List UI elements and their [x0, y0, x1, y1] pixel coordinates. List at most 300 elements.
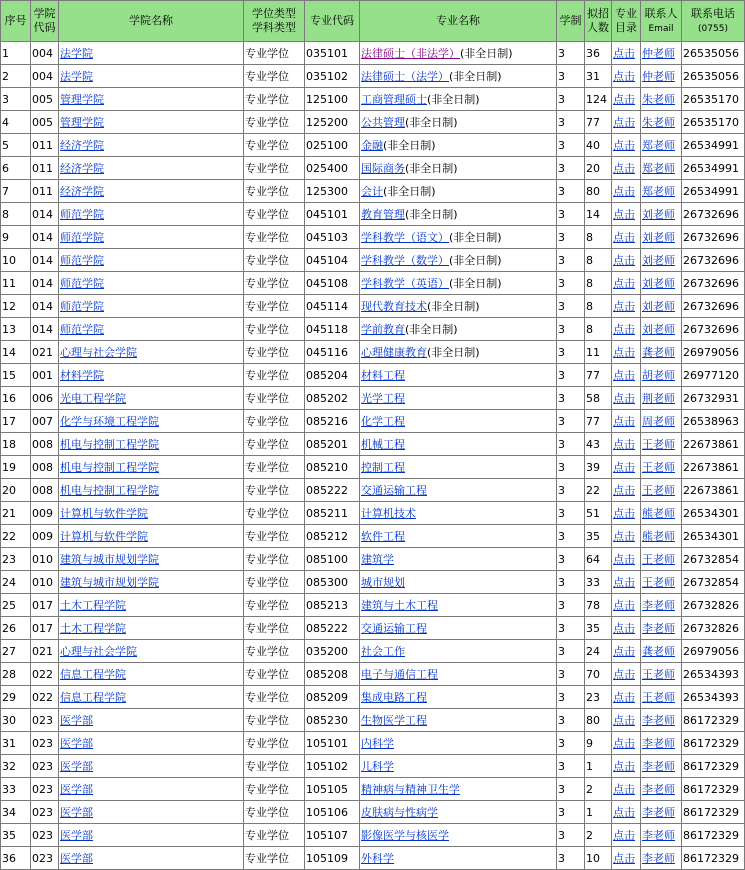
phone-text: 26977120 [683, 368, 739, 382]
row-index-text: 22 [2, 529, 16, 543]
degree-type [244, 157, 305, 180]
college-link[interactable]: 建筑与城市规划学院 [60, 552, 159, 566]
college-link[interactable]: 化学与环境工程学院 [60, 414, 159, 428]
contact-email-link[interactable]: 周老师 [642, 414, 675, 428]
quota [585, 295, 612, 318]
major-link[interactable]: 学科教学（数学） [361, 253, 449, 267]
major-link[interactable]: 材料工程 [361, 368, 405, 382]
catalog-link[interactable]: 点击 [613, 276, 635, 290]
major-link[interactable]: 化学工程 [361, 414, 405, 428]
major-link[interactable]: 学前教育 [361, 322, 405, 336]
college-code [31, 364, 59, 387]
catalog-link[interactable]: 点击 [613, 115, 635, 129]
major-link[interactable]: 交通运输工程 [361, 483, 427, 497]
phone-text: 26732696 [683, 276, 739, 290]
degree-type [244, 640, 305, 663]
quota [585, 203, 612, 226]
college-code [31, 617, 59, 640]
catalog-link[interactable]: 点击 [613, 805, 635, 819]
quota-text: 40 [586, 138, 600, 152]
college-link[interactable]: 师范学院 [60, 322, 104, 336]
major-code [305, 548, 360, 571]
catalog-link[interactable]: 点击 [613, 828, 635, 842]
duration [557, 594, 585, 617]
duration-text: 3 [558, 782, 565, 796]
catalog-link[interactable]: 点击 [613, 736, 635, 750]
catalog-link[interactable]: 点击 [613, 759, 635, 773]
row-index [1, 203, 31, 226]
college-link[interactable]: 医学部 [60, 736, 93, 750]
duration [557, 617, 585, 640]
major-code [305, 617, 360, 640]
major-link[interactable]: 法律硕士（法学） [361, 69, 449, 83]
major-code [305, 341, 360, 364]
catalog-link[interactable]: 点击 [613, 230, 635, 244]
major-link[interactable]: 机械工程 [361, 437, 405, 451]
major-code-text: 045108 [306, 276, 348, 290]
catalog-link[interactable]: 点击 [613, 690, 635, 704]
catalog-link[interactable]: 点击 [613, 414, 635, 428]
college-name [59, 663, 244, 686]
contact-email-link[interactable]: 李老师 [642, 805, 675, 819]
table-row [1, 732, 745, 755]
major-link[interactable]: 计算机技术 [361, 506, 416, 520]
major-code [305, 663, 360, 686]
phone [682, 387, 745, 410]
phone [682, 663, 745, 686]
row-index [1, 732, 31, 755]
contact-email-link[interactable]: 郑老师 [642, 138, 675, 152]
college-name [59, 709, 244, 732]
college-link[interactable]: 机电与控制工程学院 [60, 460, 159, 474]
college-link[interactable]: 师范学院 [60, 207, 104, 221]
duration-text: 3 [558, 575, 565, 589]
contact-email-link[interactable]: 李老师 [642, 713, 675, 727]
quota-text: 77 [586, 115, 600, 129]
catalog [612, 180, 641, 203]
major-link[interactable]: 外科学 [361, 851, 394, 865]
contact-email-link[interactable]: 仲老师 [642, 46, 675, 60]
college-link[interactable]: 医学部 [60, 713, 93, 727]
major-link[interactable]: 生物医学工程 [361, 713, 427, 727]
college-link[interactable]: 土木工程学院 [60, 598, 126, 612]
row-index [1, 548, 31, 571]
college-link[interactable]: 师范学院 [60, 276, 104, 290]
college-name [59, 732, 244, 755]
catalog-link[interactable]: 点击 [613, 667, 635, 681]
major-name [360, 433, 557, 456]
quota [585, 456, 612, 479]
major-link[interactable]: 影像医学与核医学 [361, 828, 449, 842]
table-row [1, 456, 745, 479]
contact [641, 88, 682, 111]
degree-type [244, 456, 305, 479]
contact-email-link[interactable]: 仲老师 [642, 69, 675, 83]
duration [557, 525, 585, 548]
duration-text: 3 [558, 161, 565, 175]
catalog-link[interactable]: 点击 [613, 644, 635, 658]
table-row [1, 778, 745, 801]
catalog-link[interactable]: 点击 [613, 713, 635, 727]
college-code-text: 001 [32, 368, 53, 382]
college-code-text: 005 [32, 115, 53, 129]
college-link[interactable]: 计算机与软件学院 [60, 529, 148, 543]
catalog-link[interactable]: 点击 [613, 345, 635, 359]
contact-email-link[interactable]: 朱老师 [642, 92, 675, 106]
table-row [1, 134, 745, 157]
catalog-link[interactable]: 点击 [613, 552, 635, 566]
contact-email-link[interactable]: 荆老师 [642, 391, 675, 405]
major-name [360, 387, 557, 410]
phone [682, 847, 745, 870]
college-name [59, 456, 244, 479]
college-link[interactable]: 法学院 [60, 69, 93, 83]
row-index-text: 16 [2, 391, 16, 405]
major-code [305, 502, 360, 525]
college-link[interactable]: 机电与控制工程学院 [60, 437, 159, 451]
college-link[interactable]: 医学部 [60, 828, 93, 842]
major-code [305, 594, 360, 617]
catalog [612, 755, 641, 778]
catalog-link[interactable]: 点击 [613, 69, 635, 83]
major-link[interactable]: 教育管理 [361, 207, 405, 221]
duration-text: 3 [558, 552, 565, 566]
college-link[interactable]: 医学部 [60, 851, 93, 865]
major-code-text: 085201 [306, 437, 348, 451]
phone [682, 364, 745, 387]
contact-email-link[interactable]: 王老师 [642, 690, 675, 704]
row-index-text: 33 [2, 782, 16, 796]
duration [557, 663, 585, 686]
college-code [31, 226, 59, 249]
college-link[interactable]: 心理与社会学院 [60, 345, 137, 359]
catalog-link[interactable]: 点击 [613, 368, 635, 382]
catalog [612, 295, 641, 318]
contact-email-link[interactable]: 李老师 [642, 759, 675, 773]
quota [585, 640, 612, 663]
catalog-link[interactable]: 点击 [613, 253, 635, 267]
catalog-link[interactable]: 点击 [613, 460, 635, 474]
contact-email-link[interactable]: 李老师 [642, 736, 675, 750]
college-code [31, 479, 59, 502]
major-code-text: 085300 [306, 575, 348, 589]
major-code [305, 847, 360, 870]
major-name [360, 709, 557, 732]
row-index [1, 318, 31, 341]
row-index [1, 295, 31, 318]
contact-email-link[interactable]: 刘老师 [642, 322, 675, 336]
major-link[interactable]: 控制工程 [361, 460, 405, 474]
catalog-link[interactable]: 点击 [613, 782, 635, 796]
contact-email-link[interactable]: 王老师 [642, 575, 675, 589]
phone-text: 26732696 [683, 299, 739, 313]
contact [641, 272, 682, 295]
college-code [31, 755, 59, 778]
catalog [612, 387, 641, 410]
college-name [59, 42, 244, 65]
college-link[interactable]: 计算机与软件学院 [60, 506, 148, 520]
contact-email-link[interactable]: 熊老师 [642, 506, 675, 520]
college-code [31, 571, 59, 594]
college-link[interactable]: 经济学院 [60, 184, 104, 198]
quota-text: 35 [586, 621, 600, 635]
major-code-text: 045118 [306, 322, 348, 336]
degree-type-text: 专业学位 [245, 230, 289, 244]
catalog-link[interactable]: 点击 [613, 138, 635, 152]
major-link[interactable]: 儿科学 [361, 759, 394, 773]
degree-type [244, 479, 305, 502]
row-index-text: 4 [2, 115, 9, 129]
duration [557, 548, 585, 571]
college-name [59, 111, 244, 134]
major-code-text: 125200 [306, 115, 348, 129]
major-link[interactable]: 软件工程 [361, 529, 405, 543]
major-link[interactable]: 社会工作 [361, 644, 405, 658]
college-link[interactable]: 材料学院 [60, 368, 104, 382]
college-code [31, 295, 59, 318]
catalog-link[interactable]: 点击 [613, 207, 635, 221]
contact-email-link[interactable]: 王老师 [642, 460, 675, 474]
major-link[interactable]: 心理健康教育 [361, 345, 427, 359]
quota-text: 124 [586, 92, 607, 106]
duration-text: 3 [558, 69, 565, 83]
catalog-link[interactable]: 点击 [613, 483, 635, 497]
table-row [1, 594, 745, 617]
row-index [1, 755, 31, 778]
major-link[interactable]: 城市规划 [361, 575, 405, 589]
phone-text: 26535170 [683, 115, 739, 129]
catalog [612, 318, 641, 341]
major-name [360, 249, 557, 272]
catalog-link[interactable]: 点击 [613, 92, 635, 106]
degree-type [244, 111, 305, 134]
major-link[interactable]: 学科教学（英语） [361, 276, 449, 290]
college-code-text: 011 [32, 138, 53, 152]
contact-email-link[interactable]: 李老师 [642, 828, 675, 842]
major-code [305, 364, 360, 387]
contact-email-link[interactable]: 刘老师 [642, 253, 675, 267]
contact-email-link[interactable]: 刘老师 [642, 276, 675, 290]
major-name [360, 410, 557, 433]
major-link[interactable]: 光学工程 [361, 391, 405, 405]
header-major-name: 专业名称 [360, 1, 557, 42]
catalog-link[interactable]: 点击 [613, 437, 635, 451]
contact-email-link[interactable]: 王老师 [642, 552, 675, 566]
contact-email-link[interactable]: 胡老师 [642, 368, 675, 382]
quota-text: 33 [586, 575, 600, 589]
major-link[interactable]: 电子与通信工程 [361, 667, 438, 681]
catalog-link[interactable]: 点击 [613, 529, 635, 543]
catalog-link[interactable]: 点击 [613, 575, 635, 589]
catalog [612, 525, 641, 548]
college-link[interactable]: 信息工程学院 [60, 690, 126, 704]
contact-email-link[interactable]: 郑老师 [642, 161, 675, 175]
college-name [59, 249, 244, 272]
contact-email-link[interactable]: 熊老师 [642, 529, 675, 543]
contact-email-link[interactable]: 王老师 [642, 483, 675, 497]
college-link[interactable]: 经济学院 [60, 161, 104, 175]
degree-type-text: 专业学位 [245, 299, 289, 313]
phone [682, 479, 745, 502]
contact [641, 295, 682, 318]
college-link[interactable]: 经济学院 [60, 138, 104, 152]
contact-email-link[interactable]: 刘老师 [642, 230, 675, 244]
catalog-link[interactable]: 点击 [613, 621, 635, 635]
contact-email-link[interactable]: 李老师 [642, 851, 675, 865]
catalog-link[interactable]: 点击 [613, 299, 635, 313]
college-name [59, 778, 244, 801]
major-code [305, 42, 360, 65]
duration-text: 3 [558, 828, 565, 842]
contact-email-link[interactable]: 朱老师 [642, 115, 675, 129]
major-name [360, 548, 557, 571]
degree-type-text: 专业学位 [245, 736, 289, 750]
contact-email-link[interactable]: 刘老师 [642, 299, 675, 313]
degree-type-text: 专业学位 [245, 368, 289, 382]
contact-email-link[interactable]: 王老师 [642, 667, 675, 681]
major-code [305, 433, 360, 456]
college-link[interactable]: 信息工程学院 [60, 667, 126, 681]
college-link[interactable]: 机电与控制工程学院 [60, 483, 159, 497]
contact-email-link[interactable]: 龚老师 [642, 644, 675, 658]
phone [682, 594, 745, 617]
phone [682, 318, 745, 341]
college-link[interactable]: 师范学院 [60, 299, 104, 313]
catalog [612, 617, 641, 640]
major-name [360, 364, 557, 387]
major-link[interactable]: 内科学 [361, 736, 394, 750]
college-link[interactable]: 土木工程学院 [60, 621, 126, 635]
row-index-text: 18 [2, 437, 16, 451]
major-link[interactable]: 皮肤病与性病学 [361, 805, 438, 819]
major-link[interactable]: 集成电路工程 [361, 690, 427, 704]
row-index-text: 10 [2, 253, 16, 267]
major-link[interactable]: 国际商务 [361, 161, 405, 175]
degree-type [244, 548, 305, 571]
contact-email-link[interactable]: 李老师 [642, 782, 675, 796]
row-index-text: 20 [2, 483, 16, 497]
table-row [1, 157, 745, 180]
table-row [1, 571, 745, 594]
major-link[interactable]: 公共管理 [361, 115, 405, 129]
college-name [59, 272, 244, 295]
college-code-text: 011 [32, 184, 53, 198]
college-link[interactable]: 医学部 [60, 805, 93, 819]
table-row [1, 548, 745, 571]
college-code [31, 686, 59, 709]
duration [557, 847, 585, 870]
college-link[interactable]: 医学部 [60, 782, 93, 796]
table-row [1, 65, 745, 88]
quota [585, 88, 612, 111]
catalog-link[interactable]: 点击 [613, 598, 635, 612]
college-code-text: 005 [32, 92, 53, 106]
catalog-link[interactable]: 点击 [613, 506, 635, 520]
college-link[interactable]: 法学院 [60, 46, 93, 60]
college-code-text: 023 [32, 828, 53, 842]
contact-email-link[interactable]: 李老师 [642, 621, 675, 635]
major-code-text: 105102 [306, 759, 348, 773]
college-link[interactable]: 师范学院 [60, 230, 104, 244]
catalog-link[interactable]: 点击 [613, 322, 635, 336]
catalog [612, 571, 641, 594]
major-link[interactable]: 现代教育技术 [361, 299, 427, 313]
college-name [59, 525, 244, 548]
college-link[interactable]: 建筑与城市规划学院 [60, 575, 159, 589]
college-code [31, 525, 59, 548]
duration-text: 3 [558, 115, 565, 129]
college-name [59, 226, 244, 249]
duration [557, 686, 585, 709]
degree-type [244, 778, 305, 801]
table-row [1, 686, 745, 709]
contact [641, 479, 682, 502]
major-link[interactable]: 金融 [361, 138, 383, 152]
college-name [59, 847, 244, 870]
major-link[interactable]: 建筑学 [361, 552, 394, 566]
degree-type [244, 364, 305, 387]
major-link[interactable]: 精神病与精神卫生学 [361, 782, 460, 796]
catalog [612, 65, 641, 88]
major-link[interactable]: 会计 [361, 184, 383, 198]
row-index-text: 13 [2, 322, 16, 336]
contact-email-link[interactable]: 郑老师 [642, 184, 675, 198]
quota [585, 502, 612, 525]
college-code [31, 203, 59, 226]
catalog-link[interactable]: 点击 [613, 184, 635, 198]
quota [585, 433, 612, 456]
major-link[interactable]: 交通运输工程 [361, 621, 427, 635]
major-name [360, 571, 557, 594]
contact-email-link[interactable]: 李老师 [642, 598, 675, 612]
contact [641, 502, 682, 525]
catalog-link[interactable]: 点击 [613, 851, 635, 865]
contact [641, 640, 682, 663]
major-name [360, 594, 557, 617]
contact-email-link[interactable]: 龚老师 [642, 345, 675, 359]
row-index-text: 19 [2, 460, 16, 474]
contact-email-link[interactable]: 刘老师 [642, 207, 675, 221]
college-link[interactable]: 心理与社会学院 [60, 644, 137, 658]
catalog [612, 272, 641, 295]
college-link[interactable]: 医学部 [60, 759, 93, 773]
major-link[interactable]: 工商管理硕士 [361, 92, 427, 106]
college-code-text: 014 [32, 207, 53, 221]
contact [641, 42, 682, 65]
major-link[interactable]: 学科教学（语文） [361, 230, 449, 244]
college-link[interactable]: 管理学院 [60, 115, 104, 129]
college-link[interactable]: 师范学院 [60, 253, 104, 267]
catalog-link[interactable]: 点击 [613, 391, 635, 405]
college-link[interactable]: 光电工程学院 [60, 391, 126, 405]
contact-email-link[interactable]: 王老师 [642, 437, 675, 451]
major-code-text: 085230 [306, 713, 348, 727]
catalog-link[interactable]: 点击 [613, 46, 635, 60]
table-row [1, 640, 745, 663]
major-link[interactable]: 法律硕士（非法学） [361, 46, 460, 60]
major-code-text: 085210 [306, 460, 348, 474]
duration-text: 3 [558, 713, 565, 727]
duration-text: 3 [558, 184, 565, 198]
quota [585, 157, 612, 180]
college-code-text: 014 [32, 230, 53, 244]
row-index [1, 134, 31, 157]
table-row [1, 341, 745, 364]
college-code-text: 014 [32, 253, 53, 267]
major-link[interactable]: 建筑与土木工程 [361, 598, 438, 612]
catalog-link[interactable]: 点击 [613, 161, 635, 175]
college-link[interactable]: 管理学院 [60, 92, 104, 106]
